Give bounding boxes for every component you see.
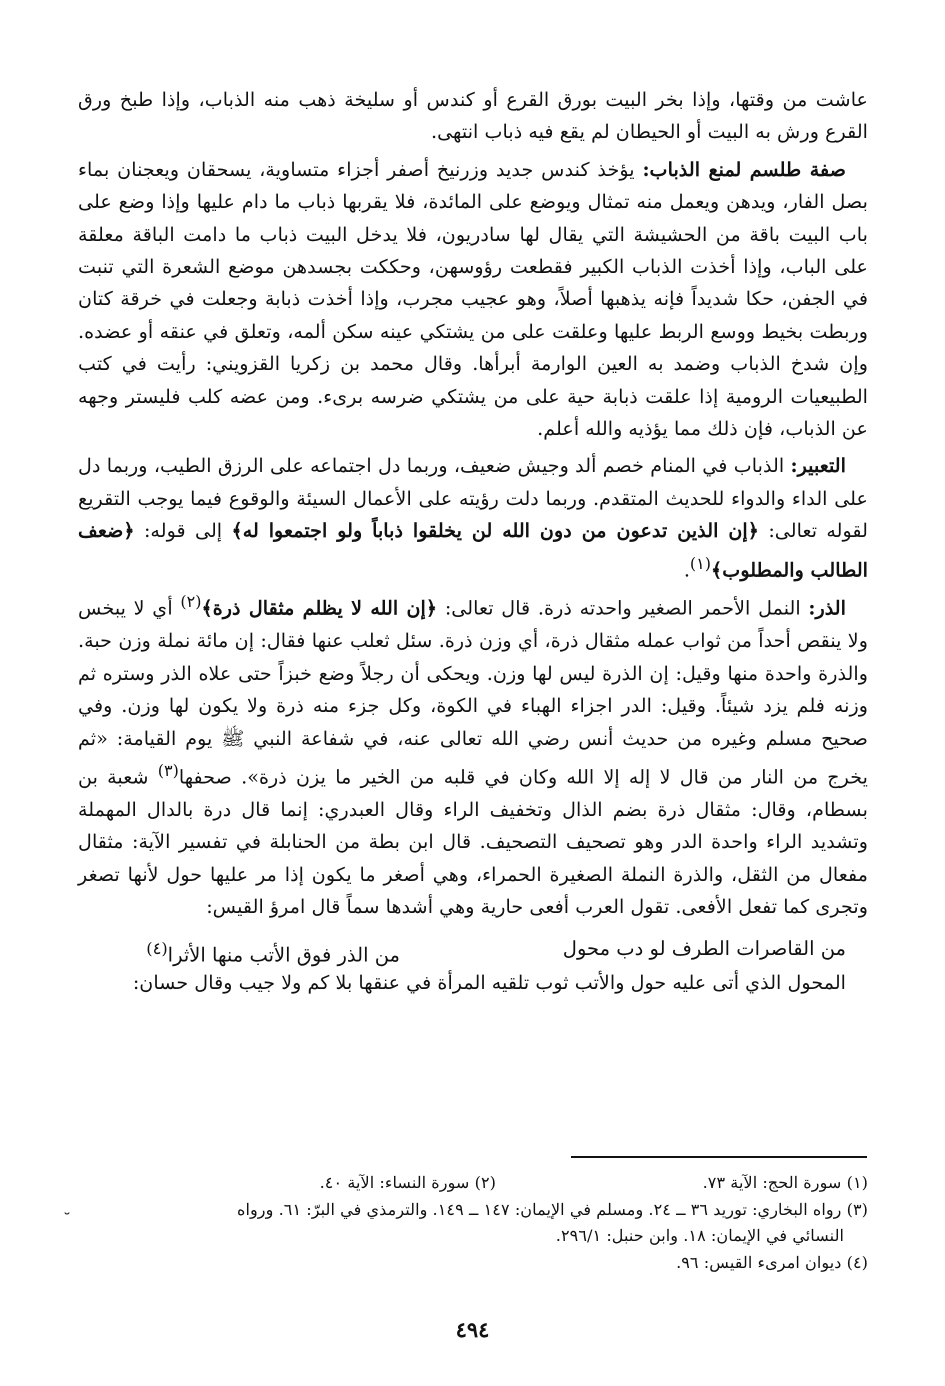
quran-quote-1: ﴿إن الذين تدعون من دون الله لن يخلقوا ذباباً ولو اجتمعوا له﴾ [231, 519, 759, 543]
page-number: ٤٩٤ [455, 1317, 490, 1342]
footnote-3-continued: النسائي في الإيمان: ١٨. وابن حنبل: ٢٩٦/١. [555, 1226, 844, 1245]
paragraph-3-mid: إلى قوله: [134, 519, 232, 543]
footnote-ref-4: (٤) [146, 939, 168, 959]
paragraph-4-a: النمل الأحمر الصغير واحدته ذرة. قال تعالى: [437, 596, 801, 620]
footnote-4: (٤) ديوان امرىء القيس: ٩٦. [676, 1252, 868, 1272]
section-heading-interpretation: التعبير: [790, 454, 846, 478]
footnote-ref-1: (١) [689, 553, 712, 573]
footnote-3: (٣) رواه البخاري: توريد ٣٦ ــ ٢٤. ومسلم في الإيمان: ١٤٧ ــ ١٤٩. والترمذي في البرّ: ٦١. ورواه [237, 1199, 868, 1219]
poem-hemistich-2: من الذر فوق الأتب منها الأثرا$^{(٤)}$ [146, 939, 400, 967]
footnotes [78, 1170, 868, 1276]
quran-quote-3: ﴿إن الله لا يظلم مثقال ذرة﴾ [201, 596, 438, 620]
paragraph-4 [78, 586, 868, 923]
paragraph-3-text: الذباب في المنام خصم ألد وجيش ضعيف، وربما دل اجتماعه على الرزق الطيب، وربما دل على الداء والدواء للحديث المتقدم. وربما دلت رؤيته على الأعمال السيئة والوقوع فيما يوجب التقريع لقوله تعالى: [78, 454, 868, 543]
section-heading-talisman: صفة طلسم لمنع الذباب: [642, 157, 846, 181]
main-text [78, 84, 868, 1000]
paragraph-4-b: أي لا يبخس ولا ينقص أحداً من ثواب عمله مثقال ذرة، أي وزن ذرة. سئل ثعلب عنها فقال: إن مائة نملة وزن حبة. والذرة واحدة منها وقيل: إن الذرة ليس لها وزن. ويحكى أن رجلاً وضع خبزاً حتى علاه الذر وستره ثم وزنه فلم يزد شيئاً. وقيل: الدر اجزاء الهباء في الكوة، وكل جزء منه ذرة ولا يكون لها وزن. وفي صحيح مسلم وغيره من حديث أنس رضي الله تعالى عنه، في شفاعة النبي ﷺ يوم القيامة: «ثم يخرج من النار من قال لا إله إلا الله وكان في قلبه من الخير ما يزن ذرة». صحفها [78, 596, 868, 789]
footnote-2: (٢) سورة النساء: الآية ٤٠. [319, 1173, 496, 1192]
paragraph-4-c: شعبة بن بسطام، وقال: مثقال ذرة بضم الذال وتخفيف الراء وقال العبدري: إنما قال درة بالدال المهملة وتشديد الراء واحدة الدر وهو تصحيف التصحيف. قال ابن بطة من الحنابلة في تفسير الآية: مثقال مفعال من الثقل، والذرة النملة الصغيرة الحمراء، وهي أصغر ما يكون إذا مر عليها حول لأنها تصغر وتجرى كما تفعل الأفعى. تقول العرب أفعى حارية وهي أشدها سماً قال امرؤ القيس: [78, 765, 868, 918]
margin-mark: ˘ [63, 1210, 71, 1229]
poem-hemistich-1: من القاصرات الطرف لو دب محول [562, 937, 846, 961]
poem-verse [78, 931, 868, 967]
footnote-row-1 [78, 1170, 868, 1197]
section-heading-dharr: الذر: [808, 596, 846, 620]
paragraph-5: المحول الذي أتى عليه حول والأتب ثوب تلقيه المرأة في عنقها بلا كم ولا جيب وقال حسان: [132, 971, 846, 995]
quran-quote-2: ﴿ضعف الطالب والمطلوب﴾ [78, 519, 868, 582]
footnote-ref-2: (٢) [180, 592, 202, 612]
paragraph-1: عاشت من وقتها، وإذا بخر البيت بورق القرع أو كندس أو سليخة ذهب منه الذباب، وإذا طبخ ورق القرع ورش به البيت أو الحيطان لم يقع فيه ذباب انتهى. [78, 88, 868, 144]
paragraph-2 [78, 154, 868, 446]
footnote-ref-3: (٣) [157, 760, 179, 780]
footnote-1: (١) سورة الحج: الآية ٧٣. [702, 1173, 868, 1192]
footnote-divider [571, 1156, 867, 1158]
paragraph-2-text: يؤخذ كندس جديد وزرنيخ أصفر أجزاء متساوية، يسحقان ويعجنان بماء بصل الفار، ويدهن ويعمل منه تمثال ويوضع على المائدة، فلا يقربها ذباب ما دام عليها وإذا وضع على باب البيت باقة من الحشيشة التي يقال لها سادريون، فلا يدخل البيت ذباب ما دامت الباقة معلقة على الباب، وإذا أخذت الذباب الكبير فقطعت رؤوسهن، وحككت بجسدهن موضع الشعرة التي تنبت في الجفن، حكا شديداً فإنه يذهبها أصلاً، وهو عجيب مجرب، وإذا أخذت ذبابة وجعلت في خرقة كتان وربطت بخيط ووسع الربط عليها وعلقت على من يشتكي عينه سكن ألمه، وتعلق في عنقه أو عضده. وإن شدخ الذباب وضمد به العين الوارمة أبرأها. وقال محمد بن زكريا القزويني: رأيت في كتب الطبيعيات الرومية إذا علقت ذبابة حية على من يشتكي ضرسه برىء. ومن عضه كلب فليستر وجهه عن الذباب، فإن ذلك مما يؤذيه والله أعلم. [78, 157, 868, 441]
paragraph-3: التعبير: الذباب في المنام خصم ألد وجيش ضعيف، وربما دل اجتماعه على الرزق الطيب، وربما دل على الداء والدواء للحديث المتقدم. وربما دلت رؤيته على الأعمال السيئة والوقوع فيما يوجب التقريع لقوله تعالى: ﴿إن الذين تدعون من دون الله لن يخلقوا ذباباً ولو اجتمعوا له﴾ إلى قوله: ﴿ضعف الطالب والمطلوب﴾$^{(١)}$. [78, 454, 868, 582]
